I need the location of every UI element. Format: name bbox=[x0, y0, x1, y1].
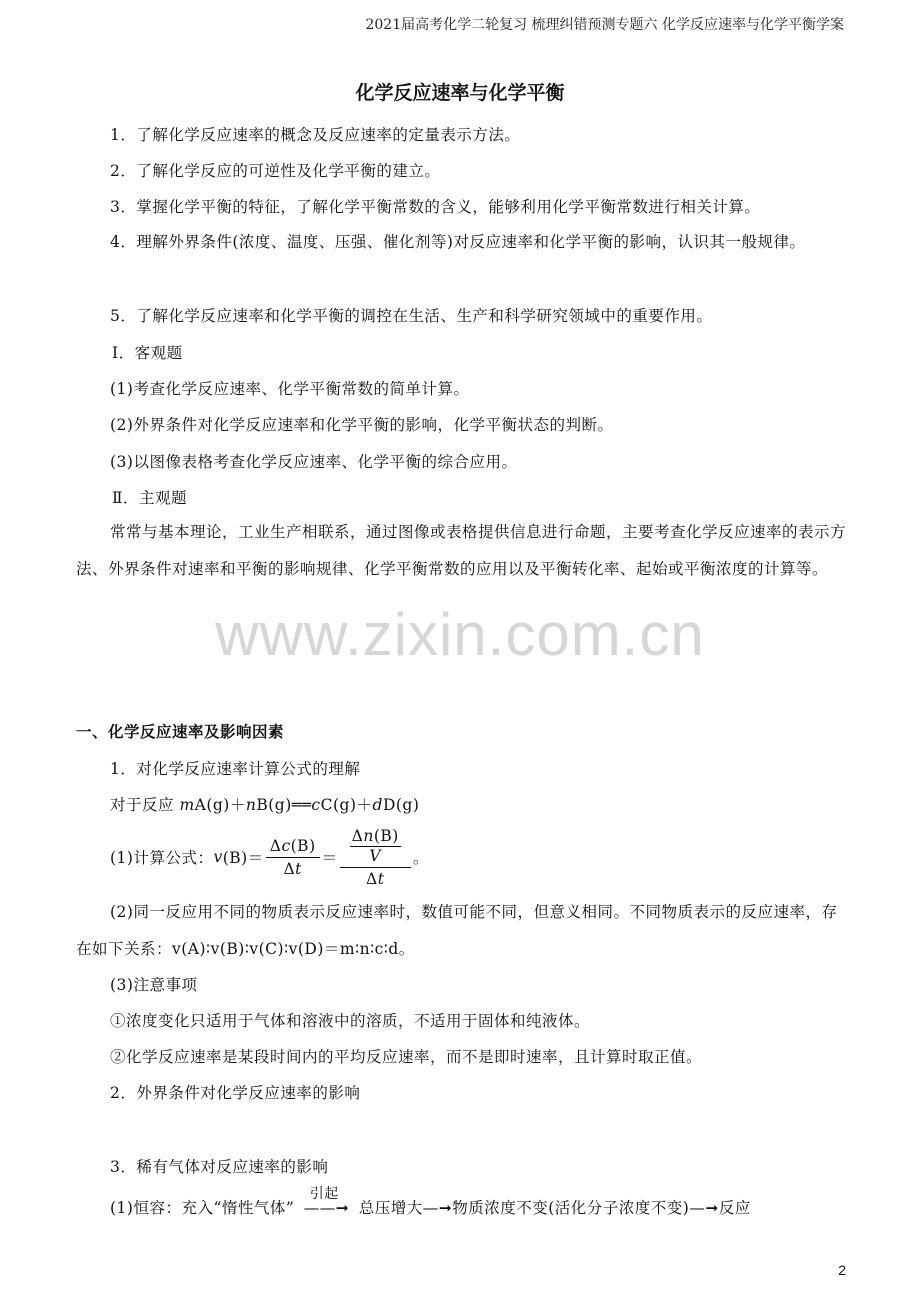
subsection-3-title: 3．稀有气体对反应速率的影响 bbox=[110, 1158, 329, 1176]
fraction-dc-dt: $\frac{\Delta c(B)}{\Delta t}$ bbox=[266, 837, 320, 878]
right-arrow-icon: —➞ bbox=[422, 1199, 453, 1217]
rate-formula: (1)计算公式： v (B)＝ $\frac{\Delta c(B)}{\Delta t}$ ＝ Δn(B) V Δt 。 bbox=[110, 826, 429, 888]
inert-gas-line: (1)恒容：充入“惰性气体” 引起 ——➞ 总压增大—➞物质浓度不变(活化分子浓度不变)—➞反应 bbox=[110, 1186, 751, 1217]
objective-item-1: (1)考查化学反应速率、化学平衡常数的简单计算。 bbox=[110, 380, 470, 398]
note-2: (2)同一反应用不同的物质表示反应速率时，数值可能不同，但意义相同。不同物质表示的反应速率，存在如下关系：v(A)∶v(B)∶v(C)∶v(D)＝m∶n∶c∶d。 bbox=[76, 903, 838, 958]
right-arrow-icon: —➞ bbox=[689, 1199, 719, 1217]
right-arrow-icon: ——➞ bbox=[303, 1199, 350, 1217]
section-heading: 一、化学反应速率及影响因素 bbox=[76, 722, 285, 741]
subjective-text: 常常与基本理论，工业生产相联系，通过图像或表格提供信息进行命题，主要考查化学反应速率的表示方法、外界条件对速率和平衡的影响规律、化学平衡常数的应用以及平衡转化率、起始或平衡浓度的计算等。 bbox=[76, 523, 847, 578]
goal-5: 5．了解化学反应速率和化学平衡的调控在生活、生产和科学研究领域中的重要作用。 bbox=[110, 307, 713, 325]
goal-1: 1．了解化学反应速率的概念及反应速率的定量表示方法。 bbox=[110, 126, 521, 144]
objective-item-2: (2)外界条件对化学反应速率和化学平衡的影响，化学平衡状态的判断。 bbox=[110, 416, 614, 434]
reaction-equation: 对于反应 mA(g)＋nB(g)══cC(g)＋dD(g) bbox=[110, 796, 420, 814]
note-3: (3)注意事项 bbox=[110, 976, 198, 994]
subjective-heading: Ⅱ．主观题 bbox=[112, 489, 188, 507]
arrow-with-label: 引起 ——➞ bbox=[303, 1186, 350, 1217]
goal-3: 3．掌握化学平衡的特征，了解化学平衡常数的含义，能够利用化学平衡常数进行相关计算。 bbox=[110, 198, 761, 216]
goal-4: 4．理解外界条件(浓度、温度、压强、催化剂等)对反应速率和化学平衡的影响，认识其一般规律。 bbox=[110, 233, 806, 251]
note-3-1: ①浓度变化只适用于气体和溶液中的溶质，不适用于固体和纯液体。 bbox=[110, 1012, 591, 1030]
objective-item-3: (3)以图像表格考查化学反应速率、化学平衡的综合应用。 bbox=[110, 453, 518, 471]
fraction-dn-v-dt: Δn(B) V Δt bbox=[340, 827, 411, 888]
document-title: 化学反应速率与化学平衡 bbox=[355, 82, 565, 104]
goal-2: 2．了解化学反应的可逆性及化学平衡的建立。 bbox=[110, 162, 441, 180]
subsection-1-title: 1．对化学反应速率计算公式的理解 bbox=[110, 760, 361, 778]
page-number: 2 bbox=[838, 1262, 846, 1278]
page-header: 2021届高考化学二轮复习 梳理纠错预测专题六 化学反应速率与化学平衡学案 bbox=[365, 17, 844, 33]
note-3-2: ②化学反应速率是某段时间内的平均反应速率，而不是即时速率，且计算时取正值。 bbox=[110, 1048, 703, 1066]
objective-heading: Ⅰ．客观题 bbox=[112, 344, 183, 362]
subsection-2-title: 2．外界条件对化学反应速率的影响 bbox=[110, 1084, 361, 1102]
watermark: www.zixin.com.cn bbox=[215, 601, 705, 668]
